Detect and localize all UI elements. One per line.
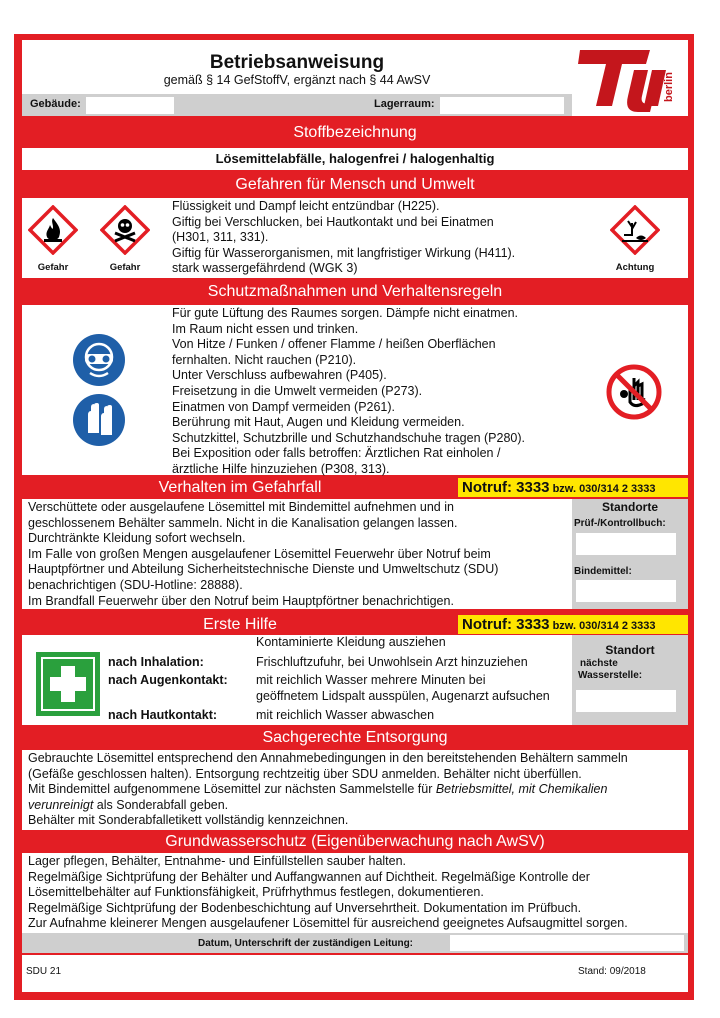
measure-line: Von Hitze / Funken / offener Flamme / heißen Oberflächen [172, 337, 496, 352]
notruf-alt: bzw. 030/314 2 3333 [549, 483, 656, 495]
standorte-title: Standorte [601, 500, 658, 514]
disposal-line: Behälter mit Sonderabfalletikett vollständig kennzeichnen. [28, 813, 349, 828]
measure-line: Im Raum nicht essen und trinken. [172, 321, 359, 336]
groundwater-line: Regelmäßige Sichtprüfung der Behälter und Auffangwannen auf Dichtheit. Regelmäßige Kontrolle der [28, 869, 590, 884]
pictogram-label: Gefahr [109, 262, 141, 273]
emergency-number [458, 478, 688, 497]
notruf-alt: bzw. 030/314 2 3333 [549, 620, 656, 632]
measure-line: fernhalten. Nicht rauchen (P210). [172, 352, 357, 367]
section-title-entsorgung: Sachgerechte Entsorgung [262, 729, 448, 746]
substance-name: Lösemittelabfälle, halogenfrei / halogenhaltig [215, 151, 495, 166]
section-title-stoff: Stoffbezeichnung [293, 124, 417, 141]
section-title-gefahrfall: Verhalten im Gefahrfall [158, 479, 322, 496]
flame-pictogram-icon [28, 205, 78, 260]
disposal-emphasis: verunreinigt [28, 797, 94, 812]
bindemittel-label: Bindemittel: [574, 566, 632, 577]
signature-label: Datum, Unterschrift der zuständigen Leitung: [198, 938, 414, 949]
measure-line: Einatmen von Dampf vermeiden (P261). [172, 399, 396, 414]
pruefbuch-field[interactable] [576, 533, 676, 555]
notruf-main: Notruf: 3333 [462, 479, 550, 496]
bindemittel-field[interactable] [576, 580, 676, 602]
section-title-grundwasser: Grundwasserschutz (Eigenüberwachung nach AwSV) [165, 833, 545, 850]
gefahrfall-line: Verschüttete oder ausgelaufene Lösemittel mit Bindemittel aufnehmen und in [28, 500, 454, 514]
groundwater-line: Lager pflegen, Behälter, Entnahme- und Einfüllstellen sauber halten. [28, 854, 407, 868]
footer-date: Stand: 09/2018 [578, 966, 646, 977]
pictogram-label: Achtung [615, 262, 655, 273]
measure-line: Schutzkittel, Schutzbrille und Schutzhandschuhe tragen (P280). [172, 430, 525, 445]
disposal-line [28, 782, 607, 798]
hazard-line: Giftig bei Verschlucken, bei Hautkontakt und bei Einatmen [172, 214, 494, 229]
building-field[interactable] [86, 97, 174, 114]
wasserstelle-label: nächste [580, 658, 618, 669]
storage-field[interactable] [440, 97, 564, 114]
emergency-number [458, 615, 688, 634]
footer-doc-id: SDU 21 [26, 966, 62, 977]
disposal-text: Mit Bindemittel aufgenommene Lösemittel zur nächsten Sammelstelle für [28, 782, 436, 797]
first-aid-label: nach Inhalation: [108, 655, 204, 669]
wasserstelle-field[interactable] [576, 690, 676, 712]
groundwater-line: Lösemittelbehälter auf Funktionsfähigkeit, Prüfrhythmus festlegen, dokumentieren. [28, 885, 484, 900]
measure-line: Bei Exposition oder falls betroffen: Ärztlichen Rat einholen / [172, 446, 501, 461]
hazard-line: (H301, 311, 331). [172, 230, 269, 245]
measure-line: Freisetzung in die Umwelt vermeiden (P273). [172, 384, 423, 398]
signature-field[interactable] [450, 935, 684, 951]
gefahrfall-line: Im Falle von großen Mengen ausgelaufener Lösemittel Feuerwehr über Notruf beim [28, 546, 491, 561]
goggles-mandatory-icon [72, 333, 126, 392]
page-title: Betriebsanweisung [209, 52, 385, 73]
disposal-text: als Sonderabfall geben. [93, 797, 229, 812]
gefahrfall-line: geschlossenem Behälter sammeln. Nicht in die Kanalisation gelangen lassen. [28, 515, 458, 530]
gefahrfall-line: Durchtränkte Kleidung sofort wechseln. [28, 531, 246, 546]
first-aid-text: geöffnetem Lidspalt ausspülen, Augenarzt aufsuchen [256, 689, 550, 703]
first-aid-text: Frischluftzufuhr, bei Unwohlsein Arzt hinzuziehen [256, 655, 528, 669]
section-title-erste-hilfe: Erste Hilfe [203, 616, 277, 633]
first-aid-icon [36, 652, 100, 721]
logo-text: berlin [663, 72, 675, 102]
groundwater-line: Zur Aufnahme kleinerer Mengen ausgelaufener Lösemittel für ausreichend geeignetes Aufsaugmittel sorgen. [28, 916, 628, 931]
notruf-main: Notruf: 3333 [462, 616, 550, 633]
gefahrfall-line: Im Brandfall Feuerwehr über den Notruf beim Hauptpförtner benachrichtigen. [28, 593, 454, 608]
wasserstelle-label: Wasserstelle: [578, 670, 643, 681]
hazard-line: Flüssigkeit und Dampf leicht entzündbar (H225). [172, 199, 440, 213]
disposal-line: Gebrauchte Lösemittel entsprechend den Annahmebedingungen in den bereitstehenden Behältern sammeln [28, 751, 628, 765]
groundwater-line: Regelmäßige Sichtprüfung der Bodenbeschichtung auf Unversehrtheit. Dokumentation im Prüfbuch. [28, 900, 582, 915]
tu-berlin-logo-icon [572, 40, 688, 116]
measure-line: ärztliche Hilfe hinzuziehen (P308, 313). [172, 462, 390, 476]
environment-pictogram-icon [610, 205, 660, 260]
hazard-line: Giftig für Wasserorganismen, mit langfristiger Wirkung (H411). [172, 245, 516, 260]
first-aid-text: mit reichlich Wasser abwaschen [256, 708, 435, 722]
disposal-emphasis: Betriebsmittel, mit Chemikalien [435, 782, 608, 797]
pruefbuch-label: Prüf-/Kontrollbuch: [574, 518, 666, 529]
first-aid-text: mit reichlich Wasser mehrere Minuten bei [256, 673, 486, 687]
no-entry-prohibition-icon [606, 364, 662, 425]
first-aid-intro: Kontaminierte Kleidung ausziehen [256, 635, 446, 649]
skull-pictogram-icon [100, 205, 150, 260]
standort-title: Standort [605, 643, 655, 657]
gefahrfall-line: Hauptpförtner und Abteilung Sicherheitstechnische Dienste und Umweltschutz (SDU) [28, 562, 499, 577]
section-title-schutz: Schutzmaßnahmen und Verhaltensregeln [207, 283, 503, 300]
first-aid-label: nach Hautkontakt: [108, 708, 218, 722]
measure-line: Für gute Lüftung des Raumes sorgen. Dämpfe nicht einatmen. [172, 306, 519, 320]
section-title-gefahren: Gefahren für Mensch und Umwelt [235, 176, 475, 193]
disposal-line [28, 798, 228, 814]
pictogram-label: Gefahr [37, 262, 69, 273]
logo-box [572, 40, 688, 116]
hazard-line: stark wassergefährdend (WGK 3) [172, 261, 358, 276]
gloves-mandatory-icon [72, 393, 126, 452]
measure-line: Unter Verschluss aufbewahren (P405). [172, 368, 387, 383]
disposal-line: (Gefäße geschlossen halten). Entsorgung rechtzeitig über SDU anmelden. Behälter nicht überfüllen. [28, 766, 582, 781]
first-aid-label: nach Augenkontakt: [108, 673, 228, 687]
storage-label: Lagerraum: [374, 98, 435, 110]
gefahrfall-line: benachrichtigen (SDU-Hotline: 28888). [28, 578, 243, 592]
building-label: Gebäude: [30, 98, 81, 110]
page-subtitle: gemäß § 14 GefStoffV, ergänzt nach § 44 AwSV [163, 73, 431, 87]
measure-line: Berührung mit Haut, Augen und Kleidung vermeiden. [172, 415, 465, 430]
